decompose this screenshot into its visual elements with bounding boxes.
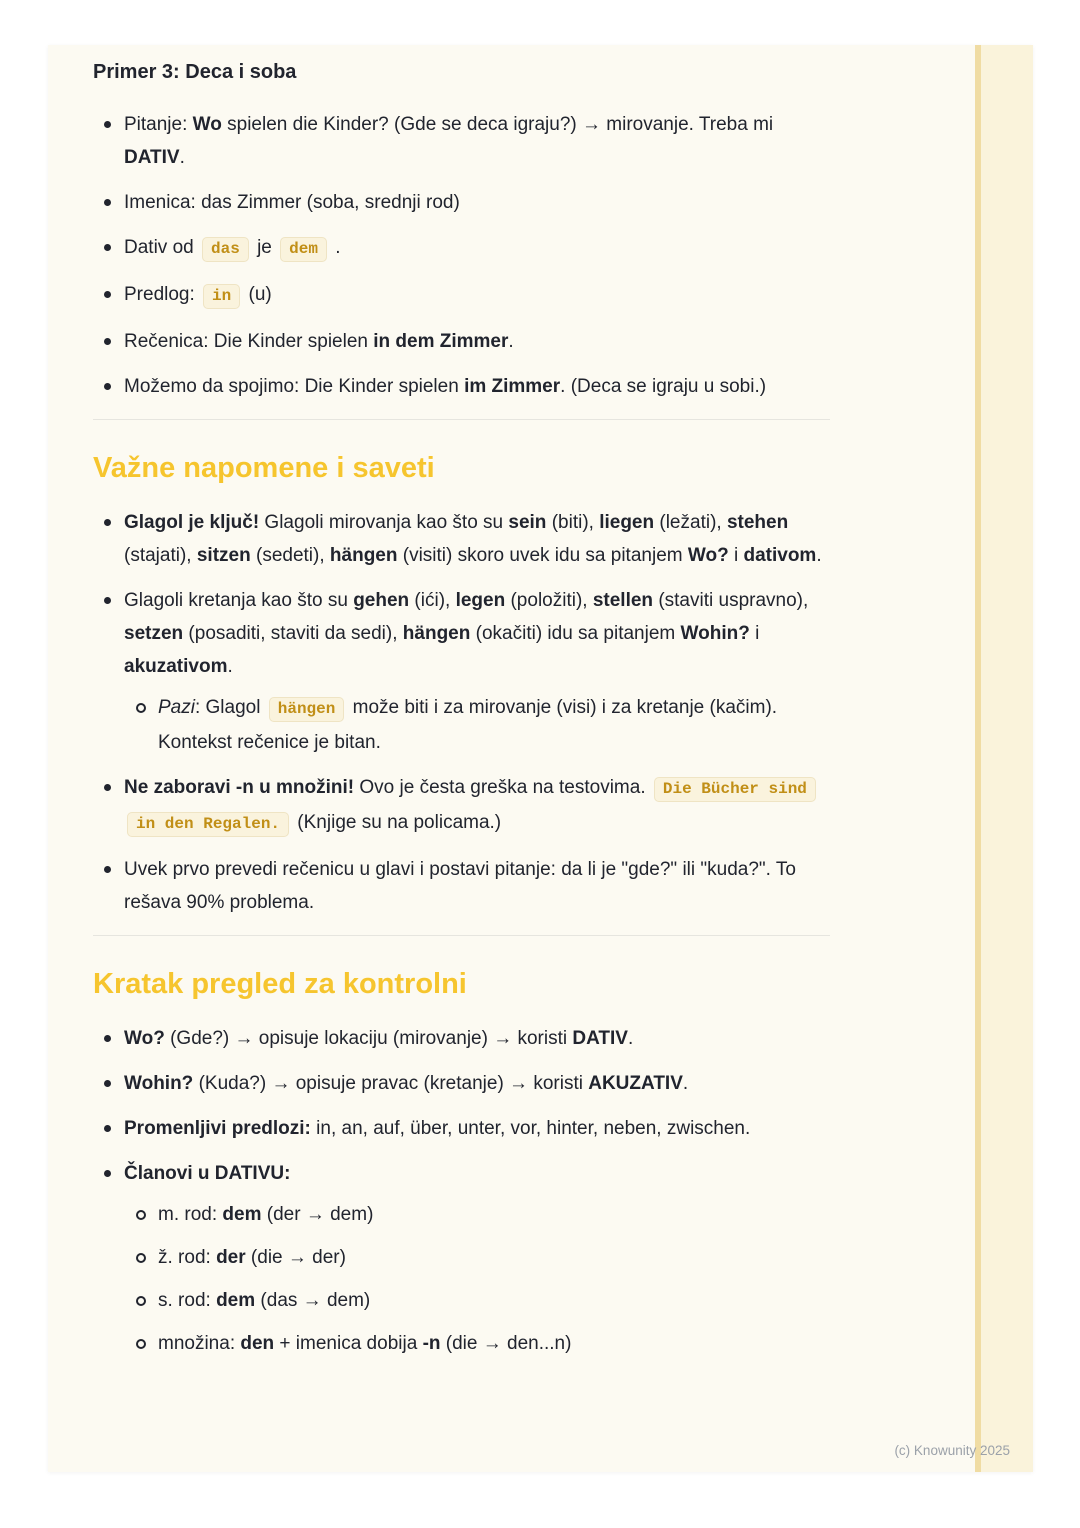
text-run: . xyxy=(179,147,185,168)
bullet-list xyxy=(93,506,830,919)
list-item-text xyxy=(124,284,272,305)
inline-code-badge: in xyxy=(203,284,240,309)
list-item-text xyxy=(124,1118,750,1139)
list-item-text xyxy=(124,331,514,352)
bold-text: stehen xyxy=(726,512,789,533)
text-run: (Kuda?) → opisuje pravac (kretanje) → koristi xyxy=(193,1073,589,1094)
bold-text: akuzativom xyxy=(124,656,228,677)
document-page xyxy=(48,45,1033,1472)
bold-text: liegen xyxy=(599,512,655,533)
inline-code-badge: hängen xyxy=(269,697,345,722)
list-item xyxy=(93,506,830,572)
bold-text: stellen xyxy=(592,590,654,611)
text-run: . xyxy=(227,656,233,677)
list-item-text xyxy=(124,590,808,677)
bullet-icon xyxy=(104,784,111,791)
circle-bullet-icon xyxy=(136,1296,146,1306)
text-run: (biti), xyxy=(546,512,600,533)
text-run: (Knjige su na policama.) xyxy=(292,812,502,833)
text-run: (ići), xyxy=(409,590,456,611)
bullet-icon xyxy=(104,199,111,206)
copyright-note: (c) Knowunity 2025 xyxy=(894,1443,1010,1458)
bold-text: dativom xyxy=(743,545,817,566)
text-run: (die → der) xyxy=(245,1247,346,1268)
bold-text: DATIV xyxy=(124,147,180,168)
sub-bullet-list xyxy=(124,691,830,759)
sub-list-item xyxy=(124,1198,830,1231)
bullet-icon xyxy=(104,1035,111,1042)
bullet-list xyxy=(93,108,830,403)
bold-text: Wo? xyxy=(124,1028,165,1049)
bullet-icon xyxy=(104,291,111,298)
text-run: (sedeti), xyxy=(250,545,330,566)
bold-text: im Zimmer xyxy=(464,376,561,397)
bullet-icon xyxy=(104,338,111,345)
text-run: Rečenica: Die Kinder spielen xyxy=(124,331,374,352)
section-heading: Važne napomene i saveti xyxy=(93,452,435,484)
text-run: Glagoli mirovanja kao što su xyxy=(259,512,509,533)
bullet-icon xyxy=(104,866,111,873)
bold-text: sein xyxy=(508,512,547,533)
sub-list-item-text xyxy=(158,1204,373,1225)
text-run: (der → dem) xyxy=(261,1204,374,1225)
sub-list-item xyxy=(124,691,830,759)
text-run: Uvek prvo prevedi rečenicu u glavi i postavi pitanje: da li je "gde?" ili "kuda?". To rešava 90% problema. xyxy=(124,859,796,913)
text-run: (visiti) skoro uvek idu sa pitanjem xyxy=(397,545,688,566)
list-item xyxy=(93,186,830,219)
bold-text: hängen xyxy=(329,545,398,566)
bullet-icon xyxy=(104,1170,111,1177)
bullet-icon xyxy=(104,383,111,390)
list-item-text xyxy=(124,376,766,397)
list-item-text xyxy=(124,1163,290,1184)
text-run: . xyxy=(816,545,822,566)
list-item xyxy=(93,1067,830,1100)
inline-code-badge: das xyxy=(202,237,249,262)
bold-text: Wo? xyxy=(687,545,729,566)
list-item xyxy=(93,278,830,313)
text-run: Glagoli kretanja kao što su xyxy=(124,590,354,611)
italic-text: Pazi xyxy=(158,697,195,718)
text-run: . (Deca se igraju u sobi.) xyxy=(560,376,767,397)
bold-text: Članovi u DATIVU: xyxy=(124,1163,291,1184)
bold-text: Glagol je ključ! xyxy=(124,512,260,533)
bold-text: setzen xyxy=(124,623,184,644)
section-divider xyxy=(93,419,830,420)
sub-list-item-text xyxy=(158,1333,571,1354)
text-run: može biti i za mirovanje (visi) i za kretanje (kačim). Kontekst rečenice je bitan. xyxy=(158,697,778,753)
text-run: s. rod: xyxy=(158,1290,217,1311)
sub-list-item-text xyxy=(158,1290,370,1311)
list-item-text xyxy=(124,512,822,566)
inline-code-badge: Die Bücher sind in den Regalen. xyxy=(127,777,816,837)
section-heading: Kratak pregled za kontrolni xyxy=(93,968,467,1000)
bold-text: legen xyxy=(455,590,506,611)
bullet-icon xyxy=(104,597,111,604)
sub-bullet-list xyxy=(124,1198,830,1360)
bold-text: den xyxy=(240,1333,275,1354)
list-item-text xyxy=(124,192,460,213)
section-divider xyxy=(93,935,830,936)
text-run: Pitanje: xyxy=(124,114,193,135)
text-run: Možemo da spojimo: Die Kinder spielen xyxy=(124,376,465,397)
text-run: (Gde?) → opisuje lokaciju (mirovanje) → koristi xyxy=(164,1028,573,1049)
list-item-text xyxy=(124,859,796,913)
text-run: je xyxy=(251,237,278,258)
bullet-icon xyxy=(104,244,111,251)
circle-bullet-icon xyxy=(136,1210,146,1220)
bullet-icon xyxy=(104,519,111,526)
text-run: i xyxy=(728,545,744,566)
bold-text: hängen xyxy=(402,623,471,644)
sub-list-item-text xyxy=(158,697,777,753)
text-run: Ovo je česta greška na testovima. xyxy=(354,777,651,798)
text-run: ž. rod: xyxy=(158,1247,217,1268)
text-run: + imenica dobija xyxy=(274,1333,423,1354)
bold-text: DATIV xyxy=(572,1028,628,1049)
circle-bullet-icon xyxy=(136,1339,146,1349)
bullet-list xyxy=(93,1022,830,1360)
circle-bullet-icon xyxy=(136,703,146,713)
list-item xyxy=(93,853,830,919)
bold-text: Ne zaboravi -n u množini! xyxy=(124,777,355,798)
text-run: (das → dem) xyxy=(255,1290,371,1311)
text-run: i xyxy=(749,623,760,644)
list-item-text xyxy=(124,1028,633,1049)
list-item xyxy=(93,1022,830,1055)
text-run: (posaditi, staviti da sedi), xyxy=(183,623,403,644)
bold-text: sitzen xyxy=(196,545,251,566)
text-run: Predlog: xyxy=(124,284,201,305)
list-item xyxy=(93,370,830,403)
text-run: m. rod: xyxy=(158,1204,223,1225)
text-run: . xyxy=(627,1028,634,1049)
text-run: (okačiti) idu sa pitanjem xyxy=(470,623,681,644)
list-item xyxy=(93,1112,830,1145)
bold-text: der xyxy=(216,1247,246,1268)
bullet-icon xyxy=(104,1080,111,1087)
list-item xyxy=(93,584,830,759)
list-item xyxy=(93,1157,830,1360)
sub-list-item xyxy=(124,1327,830,1360)
text-run: in, an, auf, über, unter, vor, hinter, neben, zwischen. xyxy=(310,1118,751,1139)
document-content xyxy=(93,59,830,1372)
text-run: (položiti), xyxy=(505,590,593,611)
list-item xyxy=(93,325,830,358)
text-run: Imenica: das Zimmer (soba, srednji rod) xyxy=(124,192,460,213)
text-run: (staviti uspravno), xyxy=(653,590,809,611)
text-run: (ležati), xyxy=(654,512,727,533)
bold-text: dem xyxy=(222,1204,262,1225)
circle-bullet-icon xyxy=(136,1253,146,1263)
sub-list-item xyxy=(124,1284,830,1317)
text-run: . xyxy=(682,1073,689,1094)
list-item xyxy=(93,771,830,841)
text-run: množina: xyxy=(158,1333,241,1354)
page-edge-highlight-strip xyxy=(975,45,1033,1472)
sub-list-item xyxy=(124,1241,830,1274)
text-run: (die → den...n) xyxy=(440,1333,572,1354)
text-run: (u) xyxy=(243,284,272,305)
bold-text: AKUZATIV xyxy=(588,1073,683,1094)
bold-text: gehen xyxy=(353,590,410,611)
text-run: . xyxy=(508,331,514,352)
bold-text: dem xyxy=(216,1290,256,1311)
list-item-text xyxy=(124,777,819,833)
bold-text: Promenljivi predlozi: xyxy=(124,1118,311,1139)
bold-text: in dem Zimmer xyxy=(373,331,509,352)
bold-text: Wohin? xyxy=(124,1073,194,1094)
bullet-icon xyxy=(104,1125,111,1132)
list-item xyxy=(93,108,830,174)
subheading: Primer 3: Deca i soba xyxy=(93,61,297,83)
text-run: (stajati), xyxy=(124,545,197,566)
text-run: : Glagol xyxy=(194,697,266,718)
text-run: Dativ od xyxy=(124,237,199,258)
text-run: . xyxy=(329,237,341,258)
bold-text: Wohin? xyxy=(680,623,750,644)
text-run: spielen die Kinder? (Gde se deca igraju?) → mirovanje. Treba mi xyxy=(221,114,774,135)
bold-text: Wo xyxy=(192,114,222,135)
inline-code-badge: dem xyxy=(280,237,327,262)
sub-list-item-text xyxy=(158,1247,346,1268)
bold-text: -n xyxy=(422,1333,441,1354)
list-item-text xyxy=(124,114,773,168)
list-item-text xyxy=(124,1073,688,1094)
list-item xyxy=(93,231,830,266)
bullet-icon xyxy=(104,121,111,128)
list-item-text xyxy=(124,237,341,258)
